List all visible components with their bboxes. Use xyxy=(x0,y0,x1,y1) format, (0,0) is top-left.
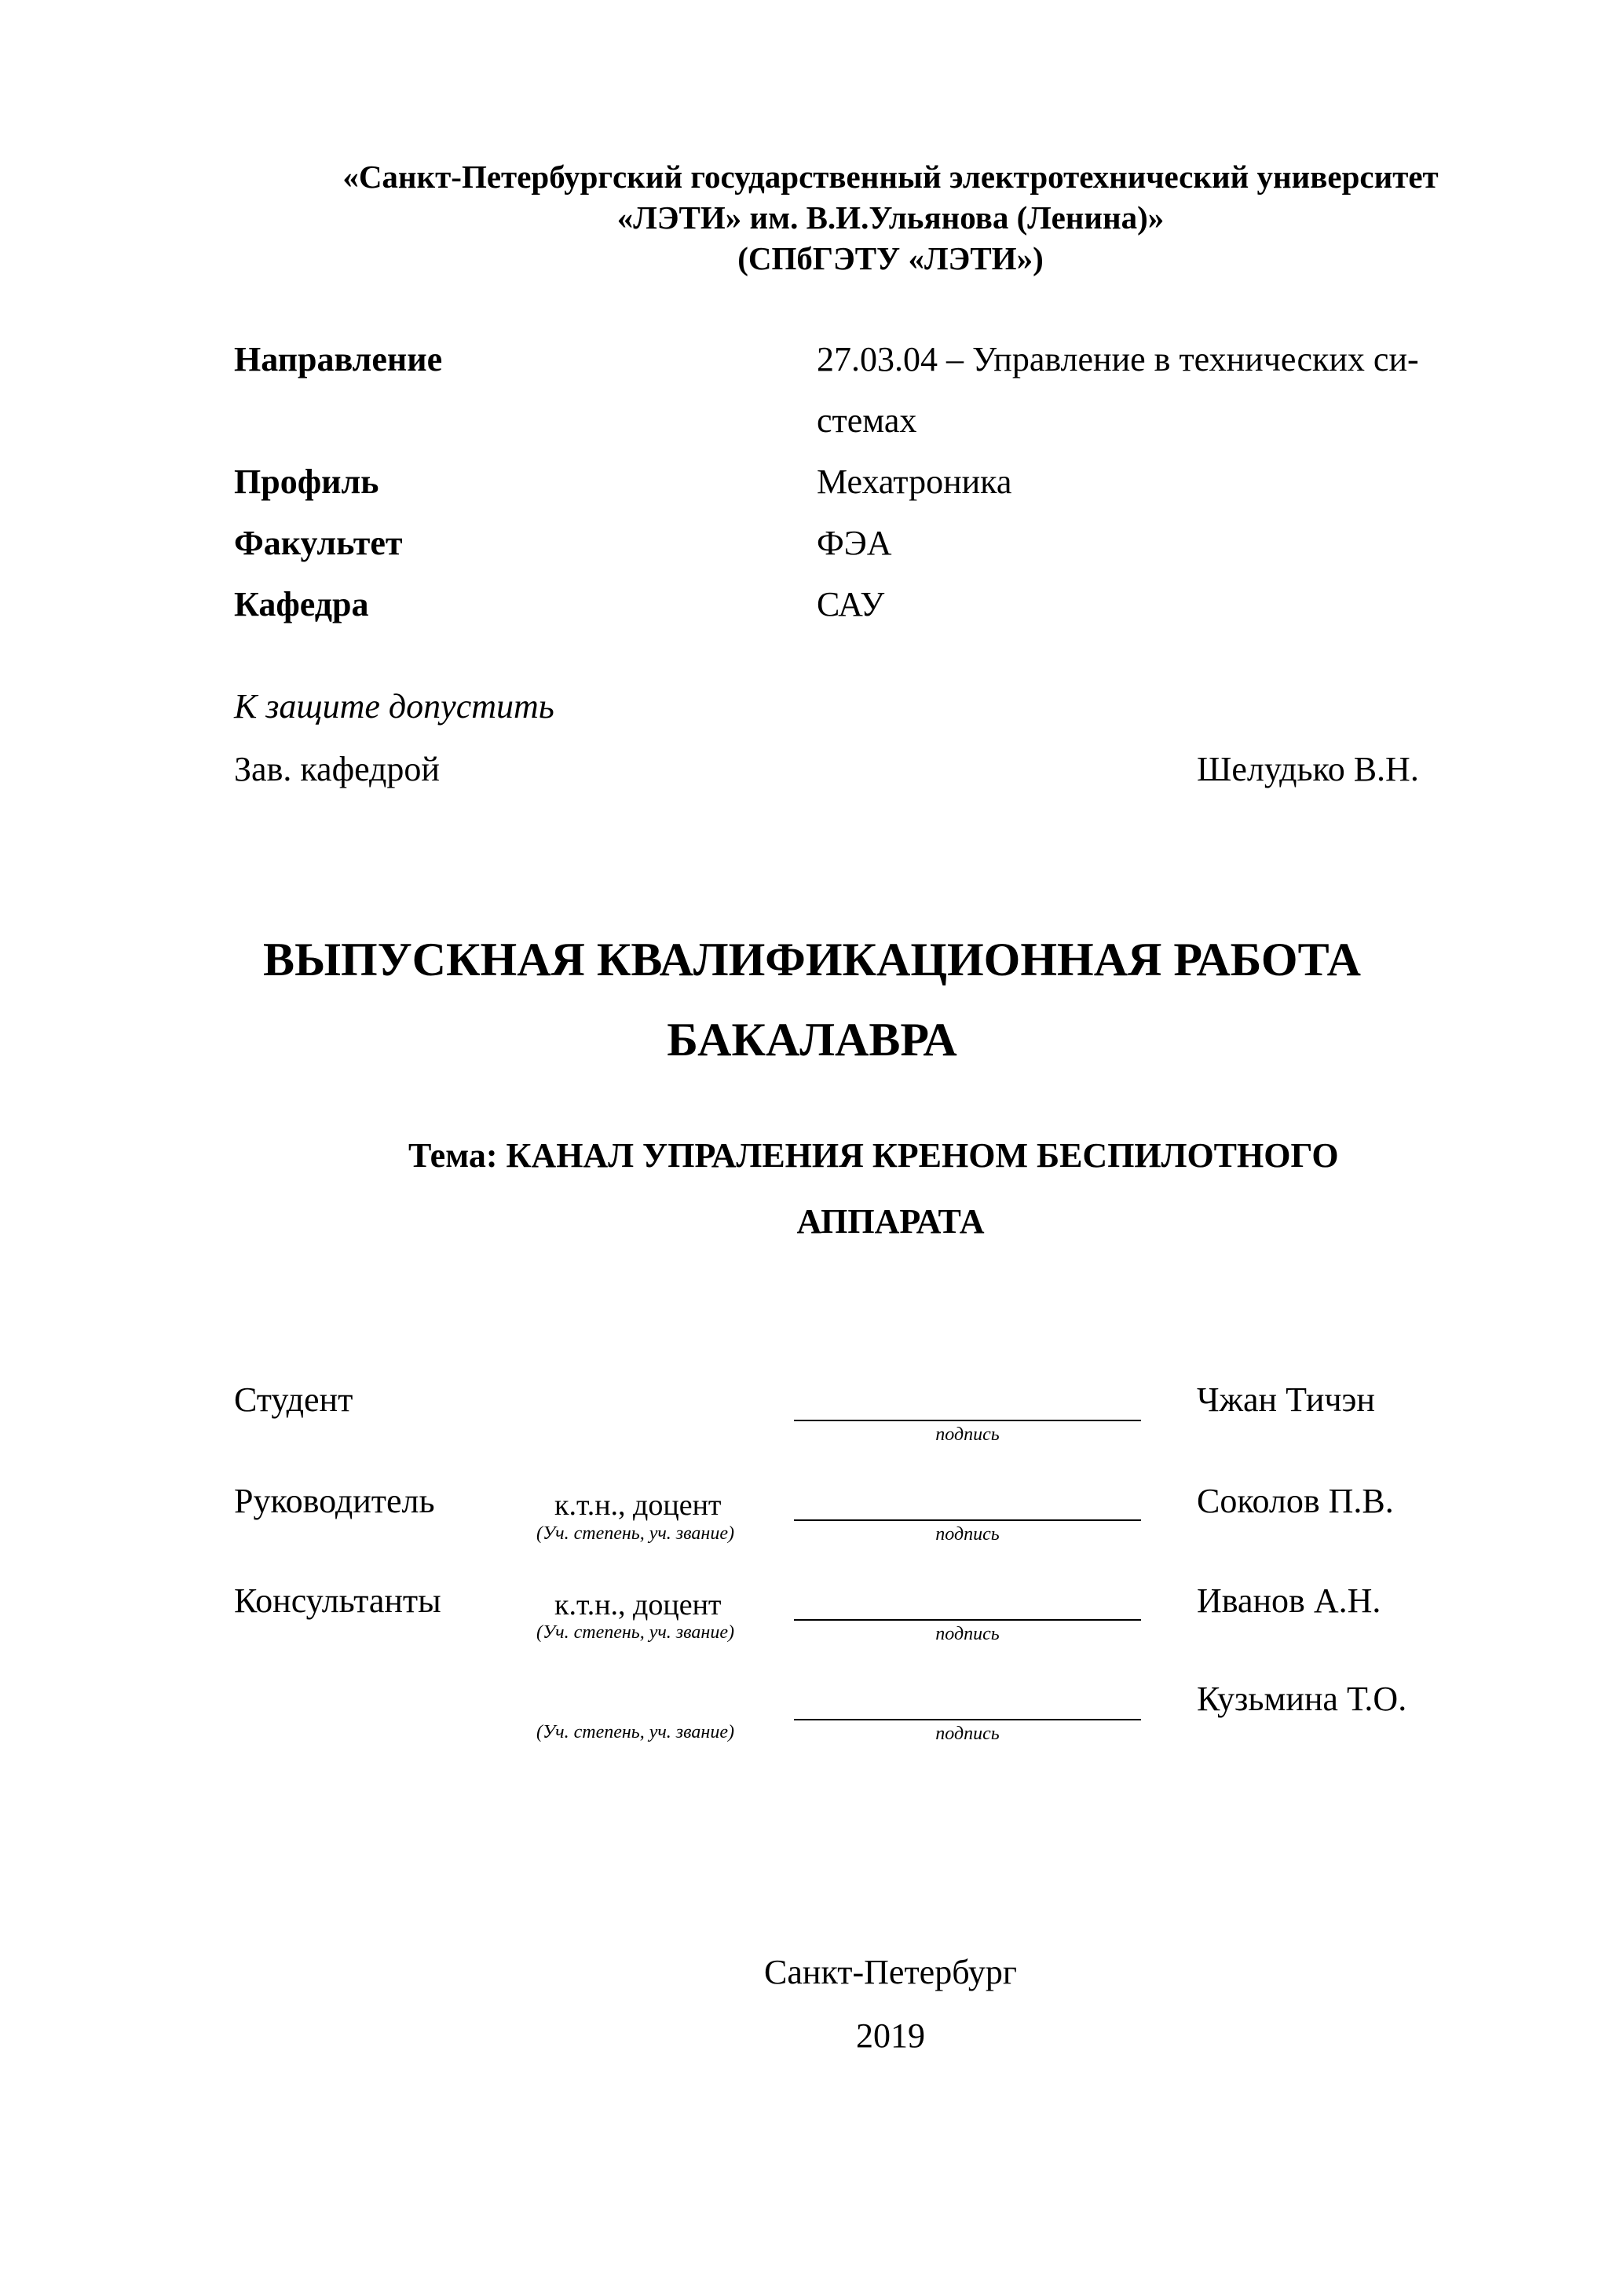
university-abbreviation: (СПбГЭТУ «ЛЭТИ») xyxy=(737,240,1044,276)
supervisor-signature-caption: подпись xyxy=(935,1524,1000,1545)
year: 2019 xyxy=(856,2016,925,2055)
student-label: Студент xyxy=(234,1380,353,1419)
supervisor-degree-caption: (Уч. степень, уч. звание) xyxy=(536,1523,734,1544)
supervisor-signature-line xyxy=(794,1519,1141,1521)
university-name-line2: «ЛЭТИ» им. В.И.Ульянова (Ленина)» xyxy=(616,199,1165,236)
consultants-label: Консультанты xyxy=(234,1581,441,1620)
profile-value: Мехатроника xyxy=(817,462,1012,501)
admission-text: К защите допустить xyxy=(234,687,554,726)
direction-label: Направление xyxy=(234,340,443,378)
consultant1-degree-caption: (Уч. степень, уч. звание) xyxy=(536,1622,734,1643)
student-signature-line xyxy=(794,1420,1141,1421)
student-name: Чжан Тичэн xyxy=(1197,1380,1375,1419)
consultant1-name: Иванов А.Н. xyxy=(1197,1581,1381,1620)
profile-label: Профиль xyxy=(234,462,379,501)
consultant1-signature-caption: подпись xyxy=(935,1624,1000,1644)
department-label: Кафедра xyxy=(234,585,369,623)
faculty-value: ФЭА xyxy=(817,524,892,562)
direction-value-line1: 27.03.04 – Управление в технических си- xyxy=(817,340,1419,378)
department-value: САУ xyxy=(817,585,885,623)
university-name-line1: «Санкт-Петербургский государственный электротехнический университет xyxy=(342,159,1439,195)
thesis-title-line1: ВЫПУСКНАЯ КВАЛИФИКАЦИОННАЯ РАБОТА xyxy=(263,934,1361,985)
consultant1-rank: к.т.н., доцент xyxy=(554,1589,722,1621)
direction-value-line2: стемах xyxy=(817,401,917,440)
consultant2-signature-caption: подпись xyxy=(935,1724,1000,1744)
consultant2-signature-line xyxy=(794,1719,1141,1720)
consultant1-signature-line xyxy=(794,1619,1141,1621)
head-of-department-name: Шелудько В.Н. xyxy=(1197,750,1419,788)
consultant2-name: Кузьмина Т.О. xyxy=(1197,1680,1407,1718)
thesis-title-line2: БАКАЛАВРА xyxy=(667,1014,957,1066)
city: Санкт-Петербург xyxy=(764,1953,1017,1991)
supervisor-name: Соколов П.В. xyxy=(1197,1482,1394,1520)
supervisor-label: Руководитель xyxy=(234,1482,435,1520)
topic-line2: АППАРАТА xyxy=(796,1202,985,1241)
topic-line1: Тема: КАНАЛ УПРАЛЕНИЯ КРЕНОМ БЕСПИЛОТНОГО xyxy=(408,1136,1339,1175)
student-signature-caption: подпись xyxy=(935,1424,1000,1445)
faculty-label: Факультет xyxy=(234,524,403,562)
head-of-department-label: Зав. кафедрой xyxy=(234,750,440,788)
consultant2-degree-caption: (Уч. степень, уч. звание) xyxy=(536,1722,734,1742)
supervisor-rank: к.т.н., доцент xyxy=(554,1489,722,1522)
